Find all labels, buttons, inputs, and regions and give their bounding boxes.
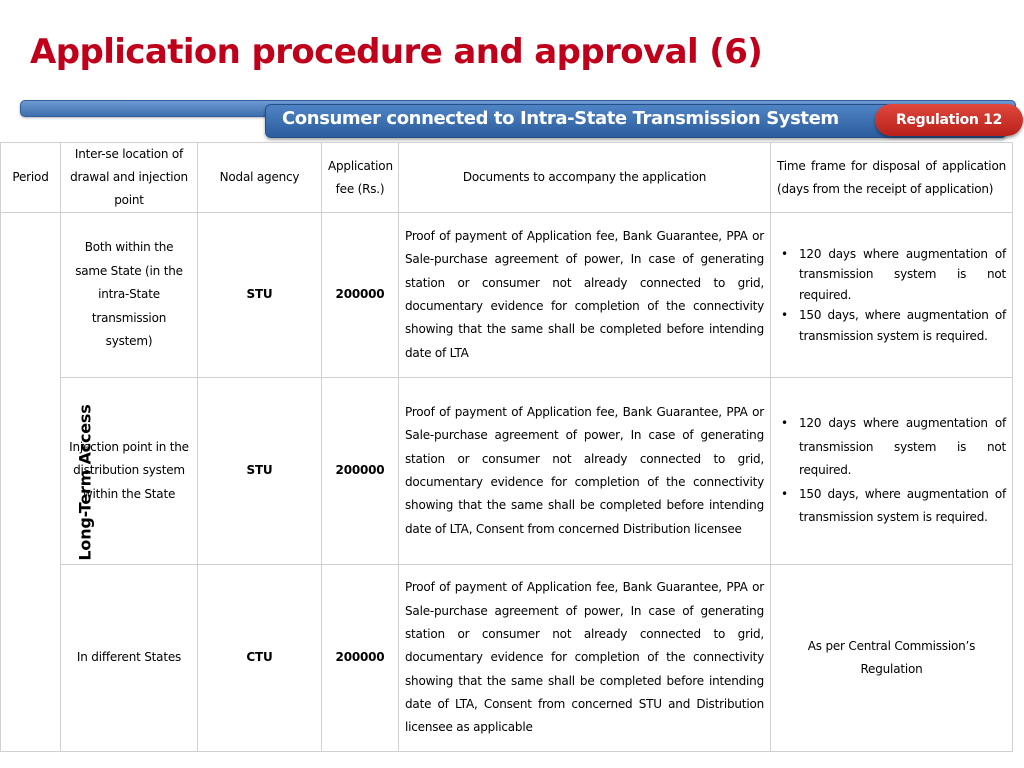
fee-cell: 200000 bbox=[322, 565, 399, 752]
header-location: Inter-se location of drawal and injection point bbox=[61, 143, 198, 213]
time-frame-item: • 120 days where augmentation of transmission system is not required. bbox=[777, 412, 1006, 482]
fee-cell: 200000 bbox=[322, 378, 399, 565]
documents-cell: Proof of payment of Application fee, Bank Guarantee, PPA or Sale-purchase agreement of power, In case of generating station or consumer not already connected to grid, documentary evidence for completion of the connectivity showing that the same shall be completed before intending date of LTA, Consent from concerned STU and Distribution licensee as applicable bbox=[399, 565, 771, 752]
slide-title: Application procedure and approval (6) bbox=[30, 32, 763, 72]
regulation-badge: Regulation 12 bbox=[875, 104, 1023, 136]
nodal-agency-cell: CTU bbox=[198, 565, 322, 752]
time-frame-cell bbox=[771, 378, 1013, 565]
table-row bbox=[1, 565, 1013, 752]
period-cell bbox=[1, 213, 95, 752]
table-header-row bbox=[1, 143, 1013, 213]
application-table bbox=[0, 142, 1013, 752]
time-frame-item: • 120 days where augmentation of transmission system is not required. bbox=[777, 244, 1006, 306]
fee-cell: 200000 bbox=[322, 213, 399, 378]
time-frame-list bbox=[777, 244, 1006, 347]
location-cell: Injection point in the distribution system within the State bbox=[61, 378, 198, 565]
nodal-agency-cell: STU bbox=[198, 213, 322, 378]
slide-subtitle: Consumer connected to Intra-State Transmission System bbox=[282, 108, 839, 129]
time-frame-cell bbox=[771, 213, 1013, 378]
time-frame-item: • 150 days, where augmentation of transmission system is required. bbox=[777, 305, 1006, 346]
table-row bbox=[1, 213, 1013, 378]
documents-cell: Proof of payment of Application fee, Bank Guarantee, PPA or Sale-purchase agreement of power, In case of generating station or consumer not already connected to grid, documentary evidence for completion of the connectivity showing that the same shall be completed before intending date of LTA bbox=[399, 213, 771, 378]
time-frame-cell: As per Central Commission’s Regulation bbox=[771, 565, 1013, 752]
time-frame-item: • 150 days, where augmentation of transmission system is required. bbox=[777, 483, 1006, 530]
header-nodal-agency: Nodal agency bbox=[198, 143, 322, 213]
time-frame-list bbox=[777, 412, 1006, 529]
period-label: Long-Term Access bbox=[75, 403, 95, 561]
header-application-fee: Application fee (Rs.) bbox=[322, 143, 399, 213]
header-documents: Documents to accompany the application bbox=[399, 143, 771, 213]
location-cell: In different States bbox=[61, 565, 198, 752]
header-time-frame: Time frame for disposal of application (days from the receipt of application) bbox=[771, 143, 1013, 213]
table-row bbox=[1, 378, 1013, 565]
nodal-agency-cell: STU bbox=[198, 378, 322, 565]
header-period: Period bbox=[1, 143, 61, 213]
location-cell: Both within the same State (in the intra-State transmission system) bbox=[61, 213, 198, 378]
documents-cell: Proof of payment of Application fee, Bank Guarantee, PPA or Sale-purchase agreement of power, In case of generating station or consumer not already connected to grid, documentary evidence for completion of the connectivity showing that the same shall be completed before intending date of LTA, Consent from concerned Distribution licensee bbox=[399, 378, 771, 565]
